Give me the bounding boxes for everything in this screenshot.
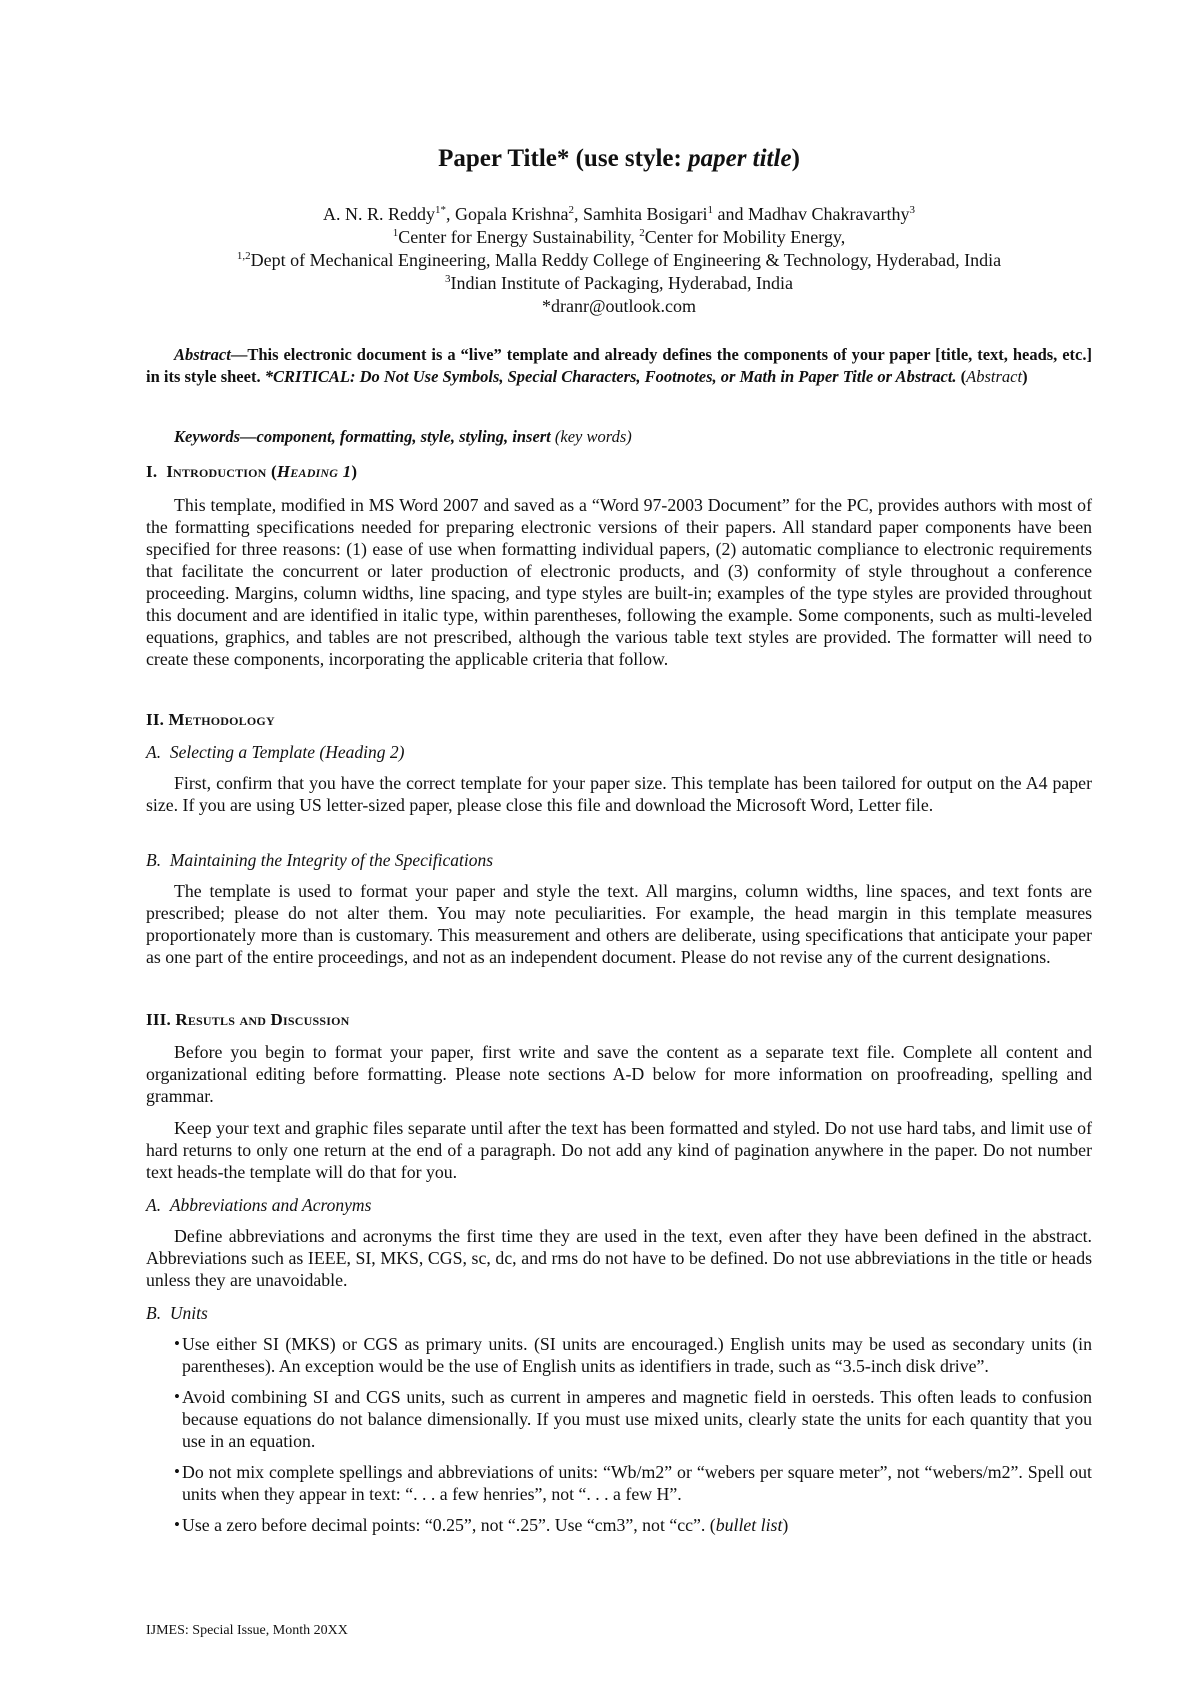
- abstract-label: Abstract: [174, 345, 231, 364]
- affiliation-sup: 2: [639, 227, 645, 239]
- heading-introduction: [146, 462, 357, 482]
- abstract-critical: *CRITICAL: Do Not Use Symbols, Special Characters, Footnotes, or Math in Paper Title or Abstract.: [264, 367, 957, 386]
- heading-number: III.: [146, 1010, 171, 1029]
- keywords-text: Keywords—component, formatting, style, styling, insert: [174, 427, 551, 446]
- subheading-number: B.: [146, 1303, 162, 1323]
- affiliation-text: Indian Institute of Packaging, Hyderabad, India: [450, 273, 793, 293]
- keywords-style-close: ): [626, 427, 632, 446]
- bullet-4-text: Use a zero before decimal points: “0.25”, not “.25”. Use “cm3”, not “cc”. (: [182, 1515, 716, 1535]
- heading-text: Methodology: [168, 710, 275, 729]
- author-block: [146, 203, 1092, 318]
- subheading-text: Abbreviations and Acronyms: [169, 1195, 372, 1215]
- bullet-icon: [174, 1461, 180, 1483]
- keywords-style-label: key words: [560, 427, 627, 446]
- title-style-label: paper title: [688, 145, 792, 172]
- list-item: [146, 1386, 1092, 1452]
- keywords: [174, 427, 632, 447]
- abstract-style-open: (: [956, 367, 967, 386]
- abstract-style-close: ): [1022, 367, 1028, 386]
- author-2-sup: 2: [568, 204, 575, 216]
- subheading-number: A.: [146, 1195, 162, 1215]
- bullet-text: Avoid combining SI and CGS units, such as current in amperes and magnetic field in oersteds. This often leads to confusion because equations do not balance dimensionally. If you must use mixed units, clearly state the units for each quantity that you use in an equation.: [182, 1387, 1092, 1451]
- author-3: , Samhita Bosigari: [574, 204, 708, 224]
- page-footer: IJMES: Special Issue, Month 20XX: [146, 1623, 348, 1638]
- heading-methodology: [146, 710, 275, 730]
- affiliation-sup: 1,2: [236, 250, 251, 262]
- list-item: [146, 1461, 1092, 1505]
- selecting-template-paragraph: First, confirm that you have the correct template for your paper size. This template has been tailored for output on the A4 paper size. If you are using US letter-sized paper, please close this file and download the Microsoft Word, Letter file.: [146, 773, 1092, 815]
- author-4: and Madhav Chakravarthy: [713, 204, 910, 224]
- author-2: , Gopala Krishna: [446, 204, 569, 224]
- abstract-text: This electronic document is a “live” template and already defines the components of your paper [title, text, heads, etc.] in its style sheet.: [146, 345, 1092, 386]
- list-item: [146, 1514, 1092, 1536]
- author-3-sup: 1: [707, 204, 714, 216]
- subheading-number: A.: [146, 742, 162, 762]
- abbreviations-paragraph: Define abbreviations and acronyms the first time they are used in the text, even after they have been defined in the abstract. Abbreviations such as IEEE, SI, MKS, CGS, sc, dc, and rms do not have to be defined. Do not use abbreviations in the title or heads unless they are unavoidable.: [146, 1226, 1092, 1290]
- subheading-text: Selecting a Template (Heading 2): [169, 742, 405, 762]
- subheading-number: B.: [146, 850, 162, 870]
- bullet-icon: [174, 1514, 180, 1536]
- results-paragraph-1: Before you begin to format your paper, first write and save the content as a separate text file. Complete all content and organizational editing before formatting. Please note sections A-D below for more information on proofreading, spelling and grammar.: [146, 1042, 1092, 1106]
- bullet-icon: [174, 1386, 180, 1408]
- subheading-maintaining-integrity: [146, 850, 493, 871]
- abstract-dash: —: [230, 345, 248, 364]
- subheading-text: Maintaining the Integrity of the Specifications: [169, 850, 494, 870]
- subheading-abbreviations: [146, 1195, 371, 1216]
- heading-results-discussion: [146, 1010, 350, 1030]
- heading-number: II.: [146, 710, 165, 729]
- author-1: A. N. R. Reddy: [323, 204, 436, 224]
- keywords-style-open: (: [550, 427, 561, 446]
- author-email: *dranr@outlook.com: [541, 296, 697, 316]
- bullet-text: Use either SI (MKS) or CGS as primary units. (SI units are encouraged.) English units may be used as secondary units (in parentheses). An exception would be the use of English units as identifiers in trade, such as “3.5-inch disk drive”.: [182, 1334, 1092, 1376]
- maintaining-integrity-paragraph: The template is used to format your paper and style the text. All margins, column widths, line spaces, and text fonts are prescribed; please do not alter them. You may note peculiarities. For example, the head margin in this template measures proportionately more than is customary. This measurement and others are deliberate, using specifications that anticipate your paper as one part of the entire proceedings, and not as an independent document. Please do not revise any of the current designations.: [146, 881, 1092, 967]
- heading-style-label: Heading 1: [276, 462, 352, 481]
- bullet-4-close: ): [782, 1515, 789, 1535]
- subheading-selecting-template: [146, 742, 404, 763]
- units-bullet-list: [146, 1333, 1092, 1545]
- heading-close: ): [351, 462, 358, 481]
- bullet-text: Do not mix complete spellings and abbreviations of units: “Wb/m2” or “webers per square meter”, not “webers/m2”. Spell out units when they appear in text: “. . . a few henries”, not “. . . a few H”.: [182, 1462, 1092, 1504]
- affiliation-1: [146, 226, 1092, 249]
- bullet-text: [182, 1514, 1092, 1536]
- affiliation-3: [146, 272, 1092, 295]
- introduction-paragraph: This template, modified in MS Word 2007 and saved as a “Word 97-2003 Document” for the PC, provides authors with most of the formatting specifications needed for preparing electronic versions of their papers. All standard paper components have been specified for three reasons: (1) ease of use when formatting individual papers, (2) automatic compliance to electronic requirements that facilitate the concurrent or later production of electronic products, and (3) conformity of style throughout a conference proceeding. Margins, column widths, line spacing, and type styles are built-in; examples of the type styles are provided throughout this document and are identified in italic type, within parentheses, following the example. Some components, such as multi-leveled equations, graphics, and tables are not prescribed, although the various table text styles are provided. The formatter will need to create these components, incorporating the applicable criteria that follow.: [146, 495, 1092, 669]
- abstract: [146, 344, 1092, 388]
- abstract-style-label: Abstract: [966, 367, 1023, 386]
- subheading-text: Units: [169, 1303, 208, 1323]
- subheading-units: [146, 1303, 208, 1324]
- author-1-sup: 1*: [435, 204, 447, 216]
- affiliation-text: Center for Mobility Energy,: [644, 227, 846, 247]
- affiliation-text: Dept of Mechanical Engineering, Malla Reddy College of Engineering & Technology, Hyderabad, India: [250, 250, 1002, 270]
- paper-title: [146, 145, 1092, 173]
- bullet-style-label: bullet list: [715, 1515, 783, 1535]
- heading-number: I.: [146, 462, 158, 481]
- author-4-sup: 3: [909, 204, 915, 216]
- results-paragraph-2: Keep your text and graphic files separate until after the text has been formatted and styled. Do not use hard tabs, and limit use of hard returns to only one return at the end of a paragraph. Do not add any kind of pagination anywhere in the paper. Do not number text heads-the template will do that for you.: [146, 1118, 1092, 1182]
- affiliation-sup: 1: [392, 227, 399, 239]
- affiliation-sup: 3: [445, 273, 451, 285]
- affiliation-text: Center for Energy Sustainability,: [398, 227, 640, 247]
- title-main: Paper Title* (use style:: [438, 145, 689, 172]
- affiliation-2: [146, 249, 1092, 272]
- list-item: [146, 1333, 1092, 1377]
- title-close: ): [791, 145, 800, 172]
- heading-text: Resutls and Discussion: [175, 1010, 350, 1029]
- bullet-icon: [174, 1333, 180, 1355]
- author-names: [146, 203, 1092, 226]
- heading-text: Introduction (: [166, 462, 277, 481]
